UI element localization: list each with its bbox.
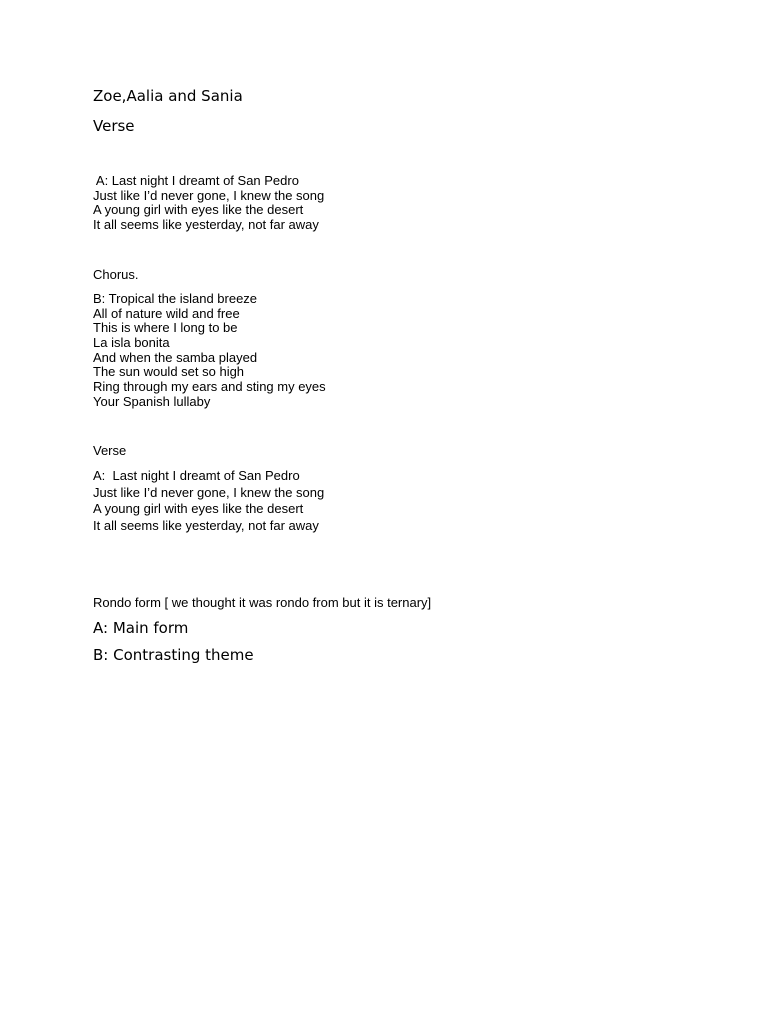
lyric-line: La isla bonita: [93, 335, 170, 351]
form-b-line: B: Contrasting theme: [93, 646, 254, 664]
lyric-line: Ring through my ears and sting my eyes: [93, 379, 326, 395]
lyric-line: Just like I’d never gone, I knew the song: [93, 187, 325, 203]
lyric-line: And when the samba played: [93, 349, 258, 365]
form-note: Rondo form [ we thought it was rondo from but it is ternary]: [93, 595, 432, 610]
lyric-line: A: Last night I dreamt of San Pedro: [93, 468, 300, 483]
lyric-line: A young girl with eyes like the desert: [93, 202, 304, 218]
verse-2-lyrics: [93, 468, 324, 535]
verse-heading-1: Verse: [93, 117, 135, 135]
lyric-line: A young girl with eyes like the desert: [93, 501, 304, 517]
chorus-heading: Chorus.: [93, 267, 139, 282]
lyric-line: This is where I long to be: [93, 320, 238, 336]
lyric-line: A: Last night I dreamt of San Pedro: [93, 173, 299, 188]
verse-heading-2: Verse: [93, 443, 127, 458]
lyric-line: All of nature wild and free: [93, 305, 240, 321]
form-a-line: A: Main form: [93, 619, 189, 637]
lyric-line: B: Tropical the island breeze: [93, 291, 258, 306]
lyric-line: It all seems like yesterday, not far away: [93, 217, 319, 233]
chorus-lyrics: [93, 292, 326, 410]
lyric-line: Your Spanish lullaby: [93, 393, 211, 409]
authors-line: Zoe,Aalia and Sania: [93, 87, 243, 105]
lyric-line: The sun would set so high: [93, 364, 245, 380]
lyric-line: It all seems like yesterday, not far away: [93, 518, 319, 534]
verse-1-lyrics: [93, 174, 324, 233]
lyric-line: Just like I’d never gone, I knew the song: [93, 484, 325, 500]
